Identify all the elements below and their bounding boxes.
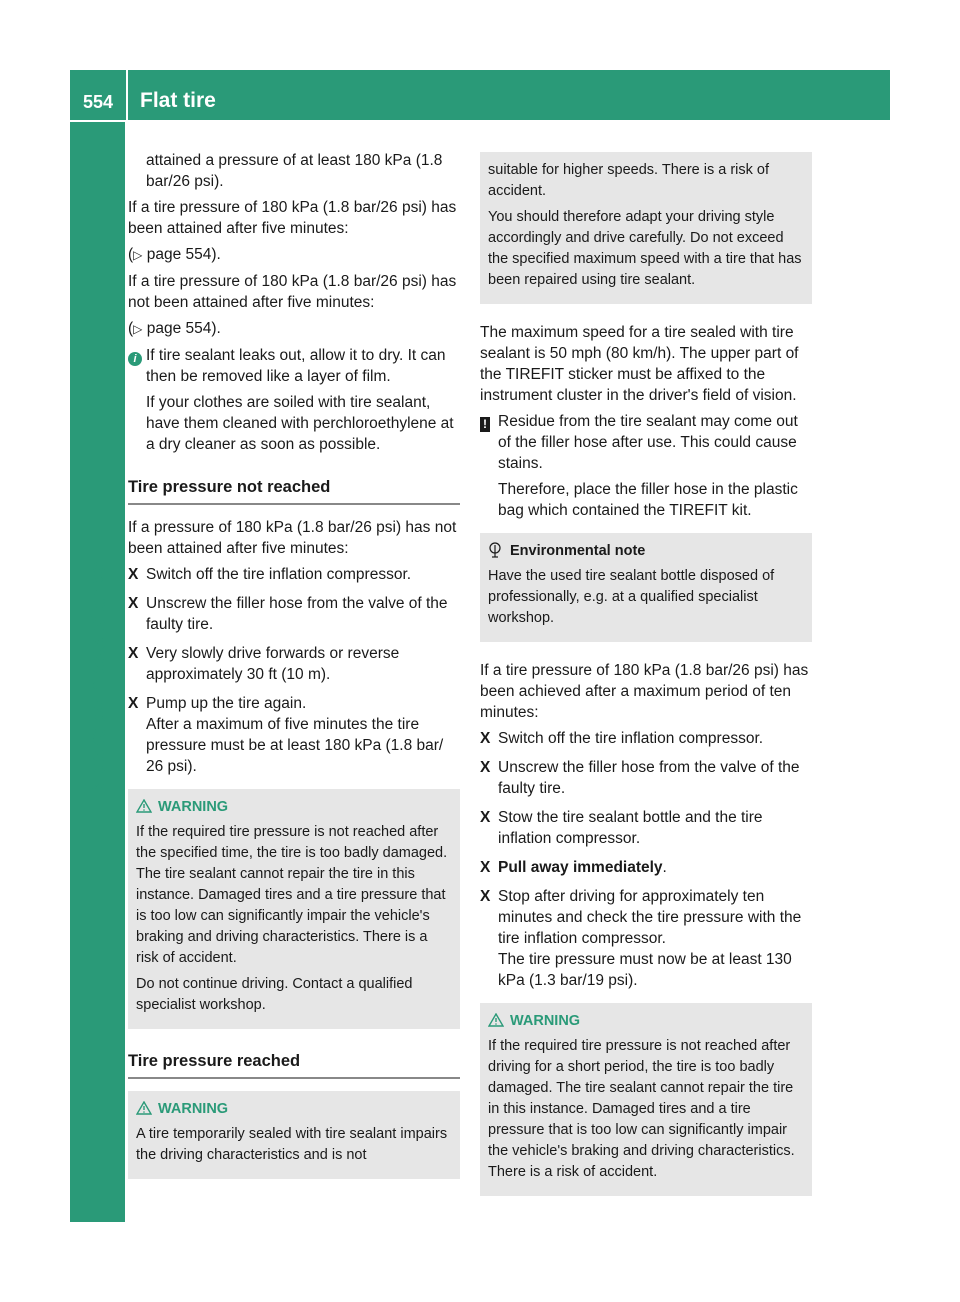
caution-text: Residue from the tire sealant may come out of the filler hose after use. This could cause stains.	[498, 413, 798, 472]
step-marker-icon: X	[480, 859, 491, 876]
environment-heading: Environmental note	[488, 541, 804, 562]
step-marker-icon: X	[480, 809, 491, 826]
ref-arrow-icon: ▷	[133, 248, 143, 262]
section-heading: Tire pressure not reached	[128, 477, 460, 505]
step-item: X Stop after driving for approximately ten minutes and check the tire pressure with the tire inflation compressor. The tire pressure must now be at least 130 kPa (1.3 bar/19 psi).	[480, 886, 812, 991]
caution-note	[480, 411, 812, 521]
step-item: X Switch off the tire inflation compressor.	[128, 566, 412, 583]
warning-box	[128, 1091, 460, 1179]
warning-text: If the required tire pressure is not reached after driving for a short period, the tire is too badly damaged. The tire sealant cannot repair the tire in this instance. Damaged tires and a tire pressure that is too low can significantly impair the vehicle's braking and driving characteristics. There is a risk of accident.	[488, 1038, 795, 1180]
step-marker-icon: X	[128, 645, 139, 662]
page-title: Flat tire	[140, 89, 216, 112]
step-item: X Unscrew the filler hose from the valve of the faulty tire.	[480, 759, 800, 797]
info-icon: i	[128, 347, 142, 368]
caution-text: Therefore, place the filler hose in the plastic bag which contained the TIREFIT kit.	[498, 481, 798, 519]
warning-box	[128, 789, 460, 1029]
info-text: If your clothes are soiled with tire sealant, have them cleaned with perchloroethylene at a dry cleaner as soon as possible.	[146, 394, 454, 453]
step-detail: After a maximum of five minutes the tire pressure must be at least 180 kPa (1.8 bar/ 26 psi).	[146, 716, 444, 775]
step-item: X Unscrew the filler hose from the valve of the faulty tire.	[128, 595, 448, 633]
paragraph: If a tire pressure of 180 kPa (1.8 bar/26 psi) has not been attained after five minutes:	[128, 273, 457, 311]
paragraph: If a tire pressure of 180 kPa (1.8 bar/26 psi) has been attained after five minutes:	[128, 199, 457, 237]
step-item: X Pull away immediately.	[480, 859, 667, 876]
step-marker-icon: X	[128, 595, 139, 612]
step-marker-icon: X	[128, 566, 139, 583]
step-item: X Pump up the tire again. After a maximum of five minutes the tire pressure must be at least 180 kPa (1.8 bar/ 26 psi).	[128, 693, 460, 777]
warning-text: A tire temporarily sealed with tire sealant impairs the driving characteristics and is not	[136, 1126, 448, 1163]
paragraph: If a tire pressure of 180 kPa (1.8 bar/26 psi) has been achieved after a maximum period of ten minutes:	[480, 662, 809, 721]
step-marker-icon: X	[480, 759, 491, 776]
warning-box-continued	[480, 152, 812, 304]
section-label: Breakdown assistance	[85, 561, 110, 799]
ref-arrow-icon: ▷	[133, 322, 143, 336]
header-divider	[126, 70, 128, 120]
info-note	[128, 345, 460, 455]
paragraph: The maximum speed for a tire sealed with tire sealant is 50 mph (80 km/h). The upper part of the TIREFIT sticker must be affixed to the instrument cluster in the driver's field of vision.	[480, 324, 799, 404]
warning-text: If the required tire pressure is not reached after the specified time, the tire is too badly damaged. The tire sealant cannot repair the tire in this instance. Damaged tires and a tire pressure that is too low can significantly impair the vehicle's braking and driving characteristics. There is a risk of accident.	[136, 824, 448, 966]
step-marker-icon: X	[480, 888, 491, 905]
warning-heading: WARNING	[488, 1011, 804, 1032]
step-detail: The tire pressure must now be at least 130 kPa (1.3 bar/19 psi).	[498, 951, 792, 989]
warning-triangle-icon	[136, 1101, 152, 1115]
step-marker-icon: X	[128, 695, 139, 712]
warning-triangle-icon	[488, 1013, 504, 1027]
paragraph: If a pressure of 180 kPa (1.8 bar/26 psi) has not been attained after five minutes:	[128, 519, 457, 557]
step-item: X Switch off the tire inflation compressor.	[480, 730, 764, 747]
left-column	[128, 150, 460, 1197]
warning-heading: WARNING	[136, 797, 452, 818]
step-item: X Very slowly drive forwards or reverse approximately 30 ft (10 m).	[128, 645, 400, 683]
exclamation-icon: !	[480, 413, 490, 434]
page-reference[interactable]: (▷ page 554).	[128, 320, 221, 337]
step-item: X Stow the tire sealant bottle and the tire inflation compressor.	[480, 809, 763, 847]
warning-text: Do not continue driving. Contact a qualified specialist workshop.	[136, 976, 413, 1013]
section-heading: Tire pressure reached	[128, 1051, 460, 1079]
continued-text: attained a pressure of at least 180 kPa (1.8 bar/26 psi).	[146, 152, 443, 190]
page-number: 554	[82, 92, 114, 112]
warning-text: You should therefore adapt your driving style accordingly and drive carefully. Do not exceed the specified maximum speed with a tire that has been repaired using tire sealant.	[488, 209, 802, 288]
info-text: If tire sealant leaks out, allow it to dry. It can then be removed like a layer of film.	[146, 347, 446, 385]
environment-box	[480, 533, 812, 642]
lightbulb-icon	[488, 542, 502, 558]
warning-heading: WARNING	[136, 1099, 452, 1120]
page-reference[interactable]: (▷ page 554).	[128, 246, 221, 263]
right-column	[480, 150, 812, 1214]
environment-text: Have the used tire sealant bottle disposed of professionally, e.g. at a qualified specialist workshop.	[488, 568, 775, 626]
warning-box	[480, 1003, 812, 1196]
warning-text: suitable for higher speeds. There is a risk of accident.	[488, 162, 770, 199]
warning-triangle-icon	[136, 799, 152, 813]
step-marker-icon: X	[480, 730, 491, 747]
